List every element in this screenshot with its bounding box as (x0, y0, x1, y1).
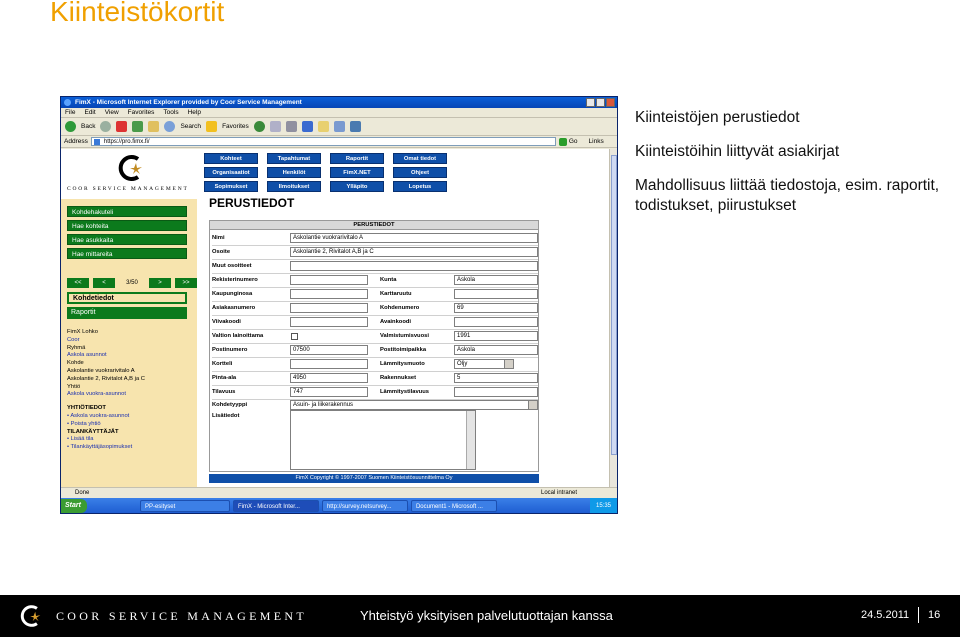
footer-separator (918, 607, 919, 623)
print-icon[interactable] (286, 121, 297, 132)
asiakasnumero-field[interactable] (290, 303, 368, 313)
lammitysmuoto-select[interactable]: Öljy (454, 359, 514, 369)
coor-wordmark: COOR SERVICE MANAGEMENT (67, 186, 189, 192)
raportit-button[interactable]: Raportit (67, 307, 187, 319)
lammitystilavuus-field[interactable] (454, 387, 538, 397)
go-arrow-icon (559, 138, 567, 146)
target-value-2: Askolantie 2, Rivitalot A,B ja C (67, 375, 145, 382)
avainkoodi-label: Avainkoodi (380, 319, 412, 325)
target-label: Kohde (67, 360, 84, 367)
minimize-button[interactable] (586, 98, 595, 107)
osoite-field[interactable]: Askolantie 2, Rivitalot A,B ja C (290, 247, 538, 257)
page-content (61, 149, 617, 487)
task-pp-esitykset[interactable]: PP-esityset (140, 500, 230, 512)
kaupunginosa-label: Kaupunginosa (212, 291, 253, 297)
lammitystilavuus-label: Lämmitystilavuus (380, 389, 429, 395)
hae-mittareita-button[interactable]: Hae mittareita (67, 248, 187, 259)
nav-sopimukset[interactable]: Sopimukset (204, 181, 258, 192)
status-bar (61, 487, 617, 497)
menu-tools[interactable]: Tools (163, 109, 179, 116)
menu-file[interactable]: File (65, 109, 76, 116)
kohdetiedot-button[interactable]: Kohdetiedot (67, 292, 187, 304)
pager-first-button[interactable]: << (67, 278, 89, 288)
favorites-star-icon[interactable] (206, 121, 217, 132)
nav-ohjeet[interactable]: Ohjeet (393, 167, 447, 178)
group-label: Ryhmä (67, 344, 86, 351)
company-label: Yhtiö (67, 383, 81, 390)
company-link[interactable]: Askola vuokra-asunnot (67, 391, 126, 398)
lisatiedot-label: Lisätiedot (212, 413, 240, 419)
form-header: PERUSTIEDOT (210, 221, 538, 230)
kohdetyyppi-label: Kohdetyyppi (212, 402, 248, 408)
kohdenumero-field[interactable]: 69 (454, 303, 538, 313)
context-info (67, 329, 195, 452)
start-button[interactable]: Start (61, 499, 87, 513)
kortteli-field[interactable] (290, 359, 368, 369)
footer-text: Yhteistyö yksityisen palvelutuottajan kanssa (360, 608, 613, 623)
hae-kohteita-button[interactable]: Hae kohteita (67, 220, 187, 231)
nimi-field[interactable]: Askolantie vuokrarivitalo A (290, 233, 538, 243)
stop-icon[interactable] (116, 121, 127, 132)
address-bar (61, 136, 617, 148)
pager-last-button[interactable]: >> (175, 278, 197, 288)
hae-asukkaita-button[interactable]: Hae asukkaita (67, 234, 187, 245)
system-label: FimX Lohko (67, 329, 98, 335)
footer-wordmark: COOR SERVICE MANAGEMENT (56, 609, 307, 623)
top-nav (204, 153, 447, 192)
bullet-1: Kiinteistöjen perustiedot (635, 109, 800, 126)
nav-tapahtumat[interactable]: Tapahtumat (267, 153, 321, 164)
nav-kohteet[interactable]: Kohteet (204, 153, 258, 164)
kunta-field[interactable]: Askola (454, 275, 538, 285)
menu-view[interactable]: View (104, 109, 119, 116)
nav-yllapito[interactable]: Ylläpito (330, 181, 384, 192)
address-input[interactable] (91, 137, 556, 146)
target-value-1: Askolantie vuokrarivitalo A (67, 367, 135, 374)
postinumero-field[interactable]: 07500 (290, 345, 368, 355)
viivakoodi-label: Viivakoodi (212, 319, 241, 325)
lammitysmuoto-label: Lämmitysmuoto (380, 361, 425, 367)
system-clock: 15:35 (590, 498, 617, 514)
tilavuus-field[interactable]: 747 (290, 387, 368, 397)
nav-organisaatiot[interactable]: Organisaatiot (204, 167, 258, 178)
bullet-2: Kiinteistöihin liittyvät asiakirjat (635, 143, 840, 160)
pager-next-button[interactable]: > (149, 278, 171, 288)
section-company: YHTIÖTIEDOT (67, 405, 106, 412)
copyright-bar: FimX Copyright © 1997-2007 Suomen Kiinteistösuunnittelma Oy (209, 474, 539, 483)
remove-company-link[interactable]: • Poista yhtiö (67, 420, 101, 427)
nav-omat-tiedot[interactable]: Omat tiedot (393, 153, 447, 164)
pager (67, 278, 197, 288)
coor-logo (61, 149, 197, 199)
back-icon[interactable] (65, 121, 76, 132)
footer-date: 24.5.2011 (861, 609, 910, 621)
zone-text: Local intranet (541, 490, 578, 496)
browser-window (60, 96, 618, 514)
search-label[interactable]: Search (180, 123, 202, 130)
left-panel (61, 149, 197, 487)
page-scrollbar[interactable] (609, 149, 617, 487)
rakennukset-field[interactable]: 5 (454, 373, 538, 383)
refresh-icon[interactable] (132, 121, 143, 132)
page-icon (94, 139, 100, 145)
postinumero-label: Postinumero (212, 347, 248, 353)
coor-logo-icon (20, 602, 42, 630)
nav-ilmoitukset[interactable]: Ilmoitukset (267, 181, 321, 192)
kortteli-label: Kortteli (212, 361, 233, 367)
word-icon[interactable] (302, 121, 313, 132)
page-number: 16 (928, 609, 941, 621)
rekisterinumero-field[interactable] (290, 275, 368, 285)
nav-lopetus[interactable]: Lopetus (393, 181, 447, 192)
company-action-link[interactable]: • Askola vuokra-asunnot (67, 412, 130, 419)
menu-favorites[interactable]: Favorites (127, 109, 155, 116)
system-link[interactable]: Coor (67, 336, 80, 343)
nav-fimx-net[interactable]: FimX.NET (330, 167, 384, 178)
nimi-label: Nimi (212, 235, 225, 241)
favorites-label[interactable]: Favorites (222, 123, 249, 130)
rekisterinumero-label: Rekisterinumero (212, 277, 258, 283)
postitoimipaikka-field[interactable]: Askola (454, 345, 538, 355)
search-icon[interactable] (164, 121, 175, 132)
kaupunginosa-field[interactable] (290, 289, 368, 299)
muut-osoitteet-label: Muut osoitteet (212, 263, 252, 269)
taskbar (61, 498, 617, 514)
links-label[interactable]: Links (588, 138, 604, 145)
nav-henkilot[interactable]: Henkilöt (267, 167, 321, 178)
page-title: PERUSTIEDOT (209, 196, 295, 210)
browser-titlebar (61, 97, 617, 108)
task-document1[interactable]: Document1 - Microsoft ... (411, 500, 497, 512)
go-label: Go (568, 138, 578, 145)
add-space-link[interactable]: • Lisää tila (67, 436, 94, 443)
task-fimx[interactable]: FimX - Microsoft Inter... (233, 500, 319, 512)
osoite-label: Osoite (212, 249, 231, 255)
karttaruutu-label: Karttaruutu (380, 291, 412, 297)
go-button[interactable] (559, 138, 578, 146)
kohdenumero-label: Kohdenumero (380, 305, 420, 311)
bullet-list (635, 108, 955, 230)
valtion-lainoittama-label: Valtion lainoittama (212, 333, 264, 339)
kohdetyyppi-select[interactable]: Asuin- ja liikerakennus (290, 400, 538, 410)
asiakasnumero-label: Asiakasnumero (212, 305, 256, 311)
valmistumisvuosi-field[interactable]: 1991 (454, 331, 538, 341)
address-label: Address (64, 138, 88, 145)
viivakoodi-field[interactable] (290, 317, 368, 327)
slide-title: Kiinteistökortit (50, 0, 225, 27)
perustiedot-form (209, 220, 539, 472)
rakennukset-label: Rakennukset (380, 375, 417, 381)
address-value: https://pro.fimx.fi/ (103, 139, 150, 145)
valmistumisvuosi-label: Valmistumisvuosi (380, 333, 429, 339)
pager-count: 3/50 (126, 280, 138, 286)
pinta-ala-label: Pinta-ala (212, 375, 237, 381)
pager-prev-button[interactable]: < (93, 278, 115, 288)
karttaruutu-field[interactable] (454, 289, 538, 299)
messenger-icon[interactable] (334, 121, 345, 132)
forward-icon[interactable] (100, 121, 111, 132)
valtion-lainoittama-checkbox[interactable] (291, 333, 298, 340)
menu-edit[interactable]: Edit (84, 109, 96, 116)
history-icon[interactable] (254, 121, 265, 132)
nav-raportit[interactable]: Raportit (330, 153, 384, 164)
menu-bar (61, 108, 617, 118)
coor-logo-icon (118, 153, 144, 183)
folder-icon[interactable] (318, 121, 329, 132)
postitoimipaikka-label: Postitoimipaikka (380, 347, 427, 353)
kohdehakuteli-button[interactable]: Kohdehakuteli (67, 206, 187, 217)
avainkoodi-field[interactable] (454, 317, 538, 327)
back-label[interactable]: Back (81, 123, 96, 130)
ie-icon (64, 99, 71, 106)
task-survey[interactable]: http://survey.netsurvey... (322, 500, 408, 512)
section-holders: TILANKÄYTTÄJÄT (67, 428, 119, 435)
pinta-ala-field[interactable]: 4950 (290, 373, 368, 383)
tilavuus-label: Tilavuus (212, 389, 236, 395)
research-icon[interactable] (350, 121, 361, 132)
status-text: Done (75, 490, 90, 496)
slide-footer (0, 595, 960, 637)
browser-title: FimX - Microsoft Internet Explorer provided by Coor Service Management (75, 99, 302, 106)
maximize-button[interactable] (596, 98, 605, 107)
group-link[interactable]: Askola asunnot (67, 352, 107, 359)
home-icon[interactable] (148, 121, 159, 132)
browser-toolbar (61, 118, 617, 136)
bullet-3: Mahdollisuus liittää tiedostoja, esim. raportit, todistukset, piirustukset (635, 177, 940, 214)
muut-osoitteet-field[interactable] (290, 261, 538, 271)
scrollbar-thumb[interactable] (611, 155, 617, 455)
holder-agreements-link[interactable]: • Tilankäyttäjäsopimukset (67, 444, 133, 451)
close-button[interactable] (606, 98, 615, 107)
lisatiedot-textarea[interactable] (290, 410, 476, 470)
menu-help[interactable]: Help (187, 109, 201, 116)
kunta-label: Kunta (380, 277, 397, 283)
mail-icon[interactable] (270, 121, 281, 132)
